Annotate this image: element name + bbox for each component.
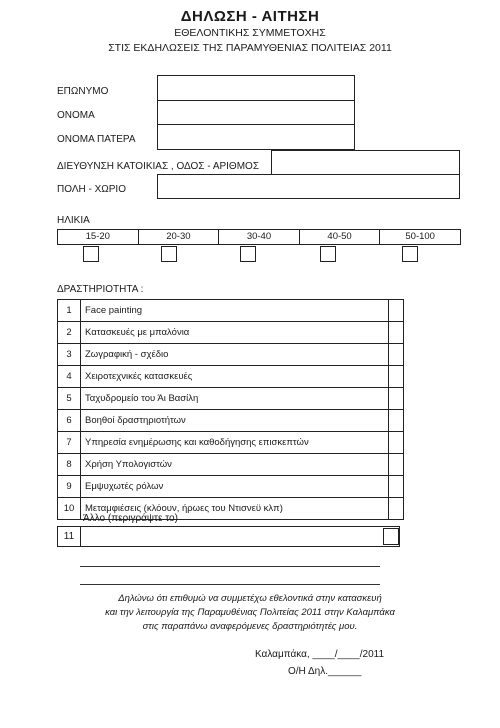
activity-checkbox[interactable] [389,322,404,344]
activity-number: 3 [58,344,81,366]
city-field[interactable] [157,174,460,199]
age-checkbox-50-100[interactable] [402,246,418,262]
signer-line: Ο/Η Δηλ.______ [288,666,362,677]
city-label: ΠΟΛΗ - ΧΩΡΙΟ [57,184,126,195]
age-range-2: 20-30 [139,230,220,244]
activity-label: Ταχυδρομείο του Άι Βασίλη [81,388,389,410]
other-activity-number: 11 [58,527,81,546]
description-line-1[interactable] [80,566,380,567]
other-label: Άλλο (περιγράψτε το) [83,513,178,524]
age-range-5: 50-100 [405,231,435,242]
surname-label: ΕΠΩΝΥΜΟ [57,86,109,97]
age-label: ΗΛΙΚΙΑ [57,215,90,226]
declaration-line-1: Δηλώνω ότι επιθυμώ να συμμετέχω εθελοντικά στην κατασκευή [118,593,382,604]
activity-label: Εμψυχωτές ρόλων [81,476,389,498]
surname-field[interactable] [157,75,355,101]
activity-checkbox[interactable] [389,344,404,366]
activity-number: 1 [58,300,81,322]
form-title: ΔΗΛΩΣΗ - ΑΙΤΗΣΗ [180,8,320,25]
activity-label: Χειροτεχνικές κατασκευές [81,366,389,388]
other-activity-field[interactable] [82,527,382,546]
form-subtitle-2: ΣΤΙΣ ΕΚΔΗΛΩΣΕΙΣ ΤΗΣ ΠΑΡΑΜΥΘΕΝΙΑΣ ΠΟΛΙΤΕΙΑΣ 2011 [108,42,392,54]
activity-row [58,410,404,432]
activity-checkbox[interactable] [389,476,404,498]
activity-row [58,388,404,410]
age-checkbox-30-40[interactable] [240,246,256,262]
activity-number: 9 [58,476,81,498]
activity-number: 8 [58,454,81,476]
activity-row [58,300,404,322]
age-checkbox-20-30[interactable] [161,246,177,262]
activity-number: 10 [58,498,81,520]
activity-number: 2 [58,322,81,344]
activity-checkbox[interactable] [389,410,404,432]
activity-row [58,366,404,388]
activity-label: Ζωγραφική - σχέδιο [81,344,389,366]
activity-label: Χρήση Υπολογιστών [81,454,389,476]
activity-row [58,344,404,366]
other-activity-row [57,526,400,547]
activity-checkbox[interactable] [389,498,404,520]
father-name-label: ΟΝΟΜΑ ΠΑΤΕΡΑ [57,134,136,145]
activity-label: Κατασκευές με μπαλόνια [81,322,389,344]
activity-row [58,432,404,454]
activity-label: Υπηρεσία ενημέρωσης και καθοδήγησης επισκεπτών [81,432,389,454]
age-checkbox-15-20[interactable] [83,246,99,262]
father-name-field[interactable] [157,124,355,150]
age-checkbox-40-50[interactable] [320,246,336,262]
activity-number: 6 [58,410,81,432]
other-activity-checkbox[interactable] [383,528,399,545]
activity-label: Face painting [81,300,389,322]
activity-checkbox[interactable] [389,366,404,388]
age-range-3: 30-40 [219,230,300,244]
activity-label: Μεταμφιέσεις (κλόουν, ήρωες του Ντισνεϋ κλπ) [81,498,389,520]
activity-checkbox[interactable] [389,388,404,410]
activity-checkbox[interactable] [389,454,404,476]
activity-row [58,454,404,476]
name-field[interactable] [157,100,355,125]
activities-label: ΔΡΑΣΤΗΡΙΟΤΗΤΑ : [57,284,144,295]
activity-row [58,476,404,498]
activity-number: 7 [58,432,81,454]
activity-number: 5 [58,388,81,410]
activity-label: Βοηθοί δραστηριοτήτων [81,410,389,432]
declaration-line-3: στις παραπάνω αναφερόμενες δραστηριότητές μου. [142,621,358,632]
activity-row [58,322,404,344]
age-range-bar [57,229,461,245]
description-line-2[interactable] [80,584,380,585]
name-label: ΟΝΟΜΑ [57,110,95,121]
activities-table [57,299,404,520]
declaration-line-2: και την λειτουργία της Παραμυθένιας Πολιτείας 2011 στην Καλαμπάκα [105,607,395,618]
form-subtitle-1: ΕΘΕΛΟΝΤΙΚΗΣ ΣΥΜΜΕΤΟΧΗΣ [174,27,326,39]
activity-number: 4 [58,366,81,388]
address-field[interactable] [271,150,460,175]
address-label: ΔΙΕΥΘΥΝΣΗ ΚΑΤΟΙΚΙΑΣ , ΟΔΟΣ - ΑΡΙΘΜΟΣ [57,161,260,172]
age-range-1: 15-20 [58,230,139,244]
age-range-4: 40-50 [300,230,381,244]
activity-checkbox[interactable] [389,300,404,322]
activity-checkbox[interactable] [389,432,404,454]
date-line: Καλαμπάκα, ____/____/2011 [255,649,385,660]
